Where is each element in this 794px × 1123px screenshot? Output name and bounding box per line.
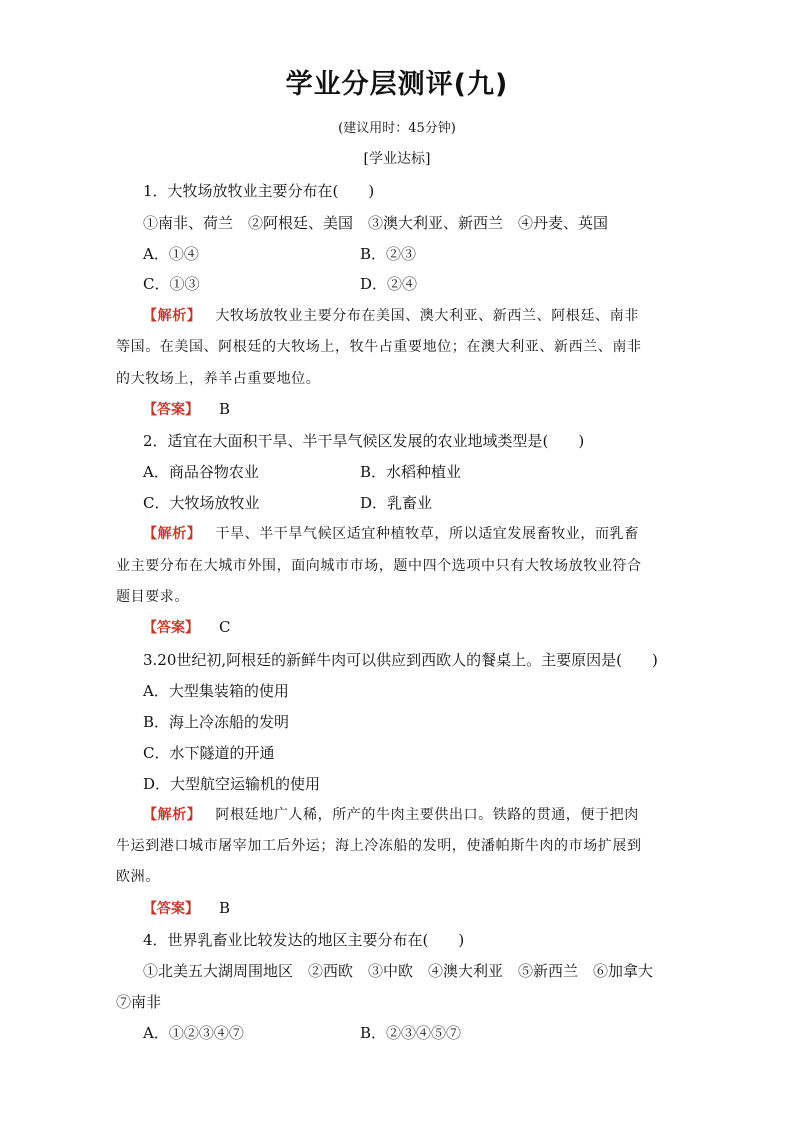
time-note: (建议用时：45分钟) bbox=[338, 121, 456, 136]
page-title: 学业分层测评(九) bbox=[285, 69, 509, 100]
q3-answer: B bbox=[219, 899, 231, 917]
q3-explanation-line-3: 欧洲。 bbox=[116, 869, 160, 885]
q2-explanation-line bbox=[143, 523, 639, 543]
q3-option-a: A．大型集装箱的使用 bbox=[143, 682, 289, 700]
q3-answer-line bbox=[143, 898, 230, 918]
q2-explanation-line-3: 题目要求。 bbox=[116, 589, 189, 605]
q1-explanation-line-2: 等国。在美国、阿根廷的大牧场上，牧牛占重要地位；在澳大利亚、新西兰、南非 bbox=[116, 339, 642, 355]
q2-answer-line bbox=[143, 617, 230, 637]
q1-option-c: C．①③ bbox=[143, 275, 200, 293]
q1-stem: 1．大牧场放牧业主要分布在( ) bbox=[143, 182, 375, 200]
explanation-label: 【解析】 bbox=[143, 807, 202, 823]
q1-explanation-line-3: 的大牧场上，养羊占重要地位。 bbox=[116, 371, 321, 387]
q1-option-b: B．②③ bbox=[360, 245, 417, 263]
q2-option-b: B．水稻种植业 bbox=[360, 463, 462, 481]
q1-explanation-line bbox=[143, 305, 639, 325]
q2-option-a: A．商品谷物农业 bbox=[143, 463, 259, 481]
q2-stem: 2．适宜在大面积干旱、半干旱气候区发展的农业地域类型是( ) bbox=[143, 432, 585, 450]
q4-stem: 4．世界乳畜业比较发达的地区主要分布在( ) bbox=[143, 931, 465, 949]
q3-explanation-line-2: 牛运到港口城市屠宰加工后外运；海上冷冻船的发明，使潘帕斯牛肉的市场扩展到 bbox=[116, 838, 642, 854]
q2-answer: C bbox=[219, 618, 231, 636]
q2-explanation-text: 干旱、半干旱气候区适宜种植牧草，所以适宜发展畜牧业，而乳畜 bbox=[215, 526, 639, 542]
explanation-label: 【解析】 bbox=[143, 308, 202, 324]
q3-stem: 3.20世纪初,阿根廷的新鲜牛肉可以供应到西欧人的餐桌上。主要原因是( ) bbox=[143, 651, 658, 669]
q1-option-d: D．②④ bbox=[360, 275, 418, 293]
section-heading: [学业达标] bbox=[363, 151, 431, 167]
q2-option-c: C．大牧场放牧业 bbox=[143, 494, 260, 512]
q3-explanation-text: 阿根廷地广人稀，所产的牛肉主要供出口。铁路的贯通，便于把肉 bbox=[215, 807, 639, 823]
q3-option-c: C．水下隧道的开通 bbox=[143, 744, 275, 762]
q1-choices: ①南非、荷兰 ②阿根廷、美国 ③澳大利亚、新西兰 ④丹麦、英国 bbox=[143, 214, 609, 232]
q3-explanation-line bbox=[143, 804, 639, 824]
q1-option-a: A．①④ bbox=[143, 245, 199, 263]
q4-option-b: B．②③④⑤⑦ bbox=[360, 1024, 462, 1042]
q1-explanation-text: 大牧场放牧业主要分布在美国、澳大利亚、新西兰、阿根廷、南非 bbox=[215, 308, 639, 324]
answer-label: 【答案】 bbox=[143, 901, 199, 917]
q1-answer: B bbox=[219, 400, 231, 418]
q3-option-d: D．大型航空运输机的使用 bbox=[143, 775, 321, 793]
q2-option-d: D．乳畜业 bbox=[360, 494, 433, 512]
explanation-label: 【解析】 bbox=[143, 526, 202, 542]
q4-choices-line-2: ⑦南非 bbox=[116, 993, 162, 1011]
q2-explanation-line-2: 业主要分布在大城市外围，面向城市市场，题中四个选项中只有大牧场放牧业符合 bbox=[116, 558, 642, 574]
q1-answer-line bbox=[143, 399, 230, 419]
answer-label: 【答案】 bbox=[143, 620, 199, 636]
q3-option-b: B．海上冷冻船的发明 bbox=[143, 713, 290, 731]
q4-choices: ①北美五大湖周围地区 ②西欧 ③中欧 ④澳大利亚 ⑤新西兰 ⑥加拿大 bbox=[143, 962, 654, 980]
answer-label: 【答案】 bbox=[143, 402, 199, 418]
q4-option-a: A．①②③④⑦ bbox=[143, 1024, 244, 1042]
